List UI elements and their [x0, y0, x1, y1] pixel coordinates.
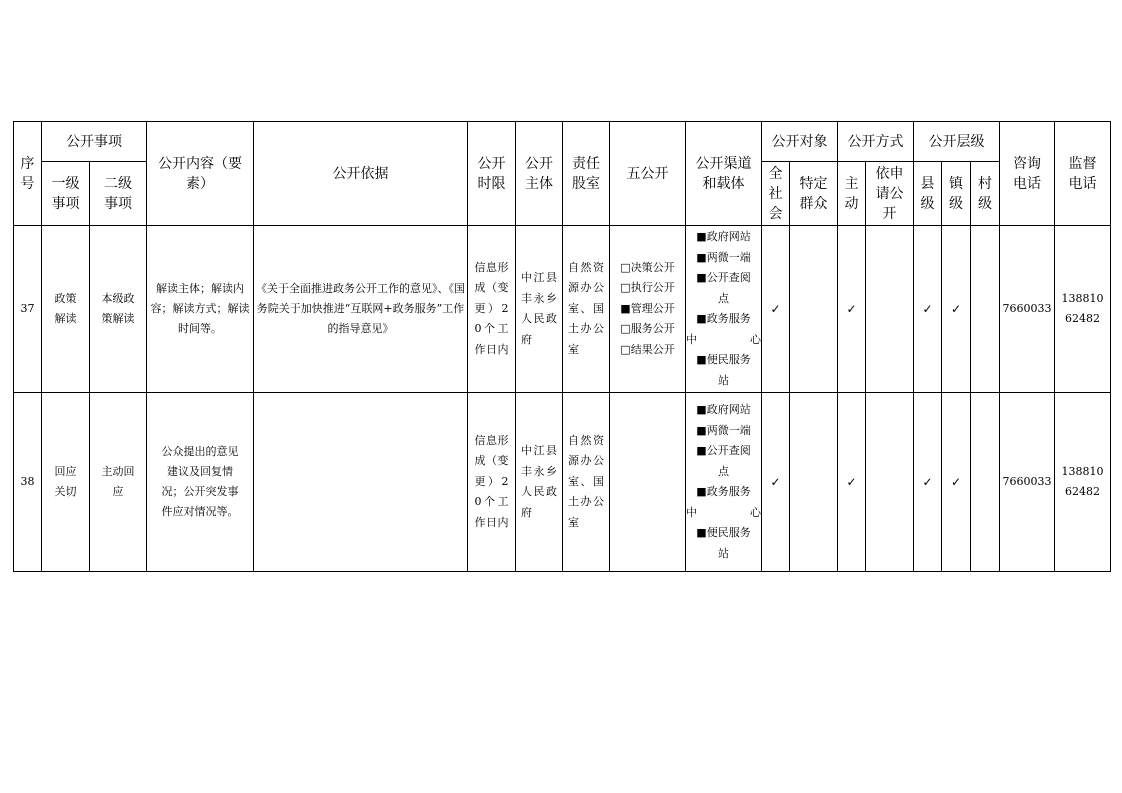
check-active: ✓	[838, 226, 866, 393]
channel-item: ■公开查阅	[696, 271, 751, 284]
cell-consult-phone: 7660033	[1000, 393, 1055, 572]
check-town: ✓	[942, 393, 971, 572]
check-on-request	[866, 226, 914, 393]
cell-level2: 本级政策解读	[90, 226, 147, 393]
channel-item: 点	[718, 464, 729, 478]
header-on-request: 依申请公开	[866, 162, 914, 226]
cell-seq: 37	[14, 226, 42, 393]
check-village	[971, 226, 1000, 393]
five-item: □结果公开	[620, 342, 675, 356]
channel-item: 中心	[686, 505, 761, 519]
cell-content: 解读主体；解读内容；解读方式；解读时间等。	[147, 226, 254, 393]
header-subject: 公开主体	[516, 122, 563, 226]
channel-item: ■便民服务	[696, 353, 751, 366]
header-county: 县级	[914, 162, 942, 226]
header-items-group: 公开事项	[42, 122, 147, 162]
five-item: ■管理公开	[620, 301, 675, 315]
cell-level2: 主动回应	[90, 393, 147, 572]
check-village	[971, 393, 1000, 572]
cell-seq: 38	[14, 393, 42, 572]
five-item: □服务公开	[620, 322, 675, 336]
disclosure-table	[13, 121, 1111, 572]
header-village: 村级	[971, 162, 1000, 226]
header-seq: 序号	[14, 122, 42, 226]
cell-supervise-phone: 13881062482	[1055, 226, 1111, 393]
channel-item: ■政府网站	[696, 403, 751, 416]
cell-dept: 自然资源办公室、国土办公室	[563, 226, 610, 393]
table-row	[14, 393, 1111, 572]
channel-item: ■便民服务	[696, 526, 751, 539]
header-channel: 公开渠道和载体	[686, 122, 762, 226]
cell-basis	[254, 393, 468, 572]
channel-item: ■政府网站	[696, 230, 751, 243]
header-target-group: 公开对象	[762, 122, 838, 162]
cell-basis: 《关于全面推进政务公开工作的意见》、《国务院关于加快推进“互联网+政务服务”工作的指导意见》	[254, 226, 468, 393]
header-level1: 一级事项	[42, 162, 90, 226]
channel-item: ■两微一端	[696, 250, 751, 264]
cell-level1: 回应关切	[42, 393, 90, 572]
cell-channel	[686, 393, 762, 572]
check-specific	[790, 393, 838, 572]
check-county: ✓	[914, 393, 942, 572]
check-specific	[790, 226, 838, 393]
channel-item: 点	[718, 291, 729, 305]
header-active: 主动	[838, 162, 866, 226]
cell-level1: 政策解读	[42, 226, 90, 393]
table-row	[14, 226, 1111, 393]
header-level2: 二级事项	[90, 162, 147, 226]
header-dept: 责任股室	[563, 122, 610, 226]
check-on-request	[866, 393, 914, 572]
cell-supervise-phone: 13881062482	[1055, 393, 1111, 572]
header-basis: 公开依据	[254, 122, 468, 226]
header-five: 五公开	[610, 122, 686, 226]
channel-item: ■政务服务	[696, 485, 751, 498]
cell-dept: 自然资源办公室、国土办公室	[563, 393, 610, 572]
cell-channel	[686, 226, 762, 393]
channel-item: 中心	[686, 332, 761, 346]
cell-content: 公众提出的意见建议及回复情况；公开突发事件应对情况等。	[147, 393, 254, 572]
five-item: □执行公开	[620, 281, 675, 295]
check-all-society: ✓	[762, 393, 790, 572]
header-specific: 特定群众	[790, 162, 838, 226]
cell-subject: 中江县丰永乡人民政府	[516, 393, 563, 572]
cell-five	[610, 393, 686, 572]
header-town: 镇级	[942, 162, 971, 226]
channel-item: 站	[718, 373, 729, 387]
cell-time-limit: 信息形成（变更）20个工作日内	[468, 393, 516, 572]
channel-item: ■公开查阅	[696, 444, 751, 457]
header-all-society: 全社会	[762, 162, 790, 226]
header-supervise-phone: 监督电话	[1055, 122, 1111, 226]
header-time-limit: 公开时限	[468, 122, 516, 226]
header-method-group: 公开方式	[838, 122, 914, 162]
cell-subject: 中江县丰永乡人民政府	[516, 226, 563, 393]
check-active: ✓	[838, 393, 866, 572]
header-consult-phone: 咨询电话	[1000, 122, 1055, 226]
header-level-group: 公开层级	[914, 122, 1000, 162]
channel-item: ■两微一端	[696, 423, 751, 437]
check-county: ✓	[914, 226, 942, 393]
cell-five	[610, 226, 686, 393]
check-all-society: ✓	[762, 226, 790, 393]
cell-time-limit: 信息形成（变更）20个工作日内	[468, 226, 516, 393]
header-content: 公开内容（要素）	[147, 122, 254, 226]
check-town: ✓	[942, 226, 971, 393]
five-item: □决策公开	[620, 260, 675, 274]
channel-item: ■政务服务	[696, 312, 751, 325]
channel-item: 站	[718, 546, 729, 560]
cell-consult-phone: 7660033	[1000, 226, 1055, 393]
